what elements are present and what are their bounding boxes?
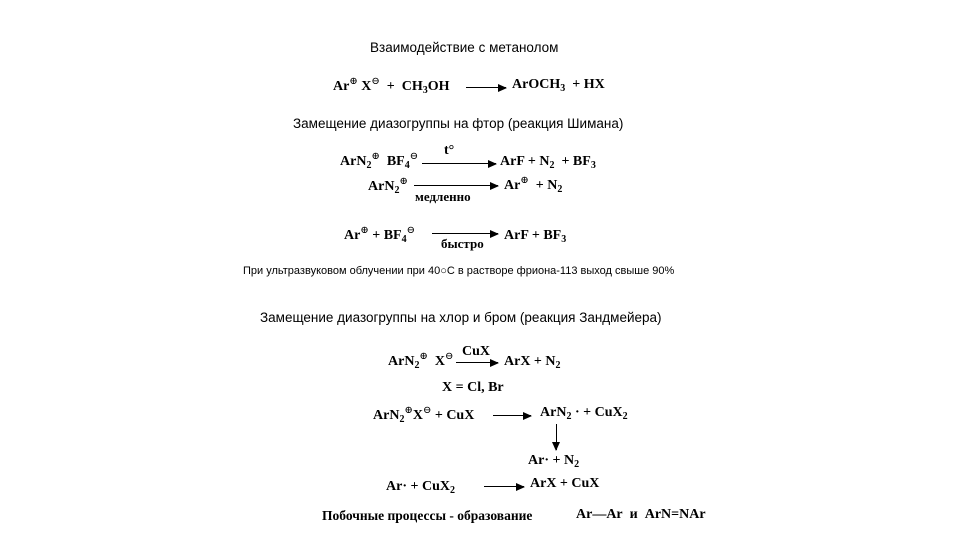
x-definition: X = Cl, Br [442, 380, 504, 395]
equation-slow-reactant: ArN$_2$⊕ [368, 176, 408, 196]
reaction-arrow [414, 185, 498, 186]
equation-sandmeyer-step1-reactants: ArN$_2$⊕X⊖ + CuX [373, 405, 475, 425]
reaction-arrow [484, 486, 524, 487]
equation-sandmeyer-step1-products: ArN$_2$ · + CuX$_2$ [540, 405, 628, 422]
side-products: Ar—Ar и ArN=NAr [576, 507, 706, 522]
label-slow: медленно [415, 189, 471, 204]
note-ultrasound: При ультразвуковом облучении при 40○С в растворе фриона-113 выход свыше 90% [243, 265, 675, 277]
label-fast: быстро [441, 236, 484, 251]
equation-slow-products: $Ar^\oplus + N_2$ [504, 175, 563, 195]
equation-sandmeyer-step2: $Ar\cdot + N_2$ [528, 453, 580, 470]
heading-sandmeyer: Замещение диазогруппы на хлор и бром (реакция Зандмейера) [260, 310, 662, 325]
equation-sandmeyer-products: ArX + $N_2$ [504, 354, 561, 371]
reagent-cux: CuX [462, 344, 491, 359]
equation-sandmeyer-step3-reactants: Ar· + CuX$_2$ [386, 479, 455, 496]
equation-fast-products: ArF + $BF_3$ [504, 228, 567, 245]
equation-fast-reactants: $Ar^\oplus + BF_4^⊖$ [344, 225, 415, 245]
equation-methanol-products: ArOCH$_3$ + HX [512, 77, 605, 94]
equation-methanol-reactants: Ar⊕ $X^⊖ + CH_3OH$ [333, 76, 450, 96]
equation-sandmeyer-reactants: ArN$_2$⊕ X⊖ [388, 351, 454, 371]
reaction-arrow [456, 362, 498, 363]
equation-schiemann-reactants: ArN$_2$⊕ $BF_4^⊖$ [340, 151, 419, 171]
heading-methanol: Взаимодействие с метанолом [370, 40, 559, 55]
side-processes-label: Побочные процессы - образование [322, 508, 533, 523]
condition-heat: t° [444, 143, 455, 158]
reaction-arrow [466, 87, 506, 88]
vertical-arrow [556, 424, 557, 450]
reaction-arrow [432, 233, 498, 234]
equation-schiemann-products: ArF + $N_2 + BF_3$ [500, 154, 596, 171]
heading-schiemann: Замещение диазогруппы на фтор (реакция Шимана) [293, 116, 624, 131]
equation-sandmeyer-step3-products: ArX + CuX [530, 476, 600, 491]
reaction-arrow [493, 415, 531, 416]
reaction-arrow [422, 163, 496, 164]
